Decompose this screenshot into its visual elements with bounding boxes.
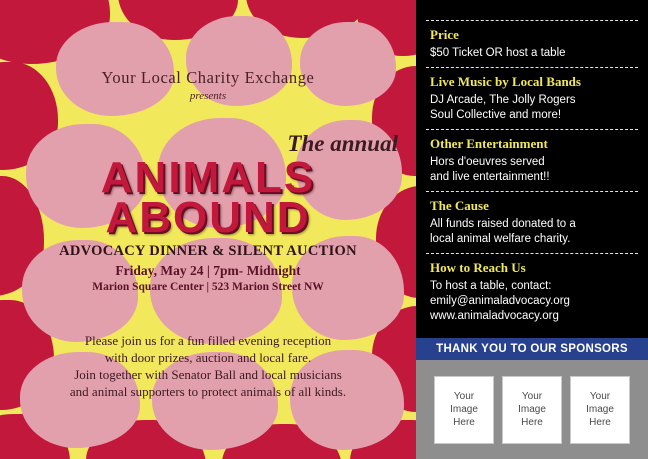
section-heading: Price: [430, 27, 459, 42]
section-line: DJ Arcade, The Jolly Rogers: [430, 94, 576, 106]
annual-label: The annual: [287, 131, 398, 156]
section-line: Hors d'oeuvres served: [430, 156, 545, 168]
sponsor-image-placeholder[interactable]: [434, 376, 494, 444]
detail-section-the-cause: [416, 198, 648, 247]
placeholder-line: Your: [453, 391, 475, 402]
section-line: All funds raised donated to a: [430, 218, 576, 230]
event-datetime: Friday, May 24 | 7pm- Midnight: [115, 263, 301, 278]
detail-section-how-to-reach-us: [416, 260, 648, 324]
section-line: Soul Collective and more!: [430, 109, 562, 121]
divider: [426, 191, 638, 192]
description-line: with door prizes, auction and local fare.: [104, 350, 312, 365]
section-body: [430, 155, 634, 185]
event-description: [20, 332, 396, 400]
section-line: $50 Ticket OR host a table: [430, 47, 566, 59]
placeholder-line: Your: [589, 391, 611, 402]
divider: [426, 20, 638, 21]
divider: [426, 129, 638, 130]
placeholder-line: Image: [586, 404, 614, 415]
section-body: [430, 93, 634, 123]
section-body: [430, 217, 634, 247]
description-line: and animal supporters to protect animals of all kinds.: [69, 384, 347, 399]
contact-website[interactable]: www.animaladvocacy.org: [430, 310, 559, 322]
detail-section-price: [416, 27, 648, 61]
event-title-line-2: ABOUND: [105, 193, 311, 242]
section-line: and live entertainment!!: [430, 171, 550, 183]
detail-section-other-entertainment: [416, 136, 648, 185]
section-heading: How to Reach Us: [430, 260, 526, 275]
section-body: [430, 46, 634, 61]
contact-email[interactable]: emily@animaladvocacy.org: [430, 295, 570, 307]
divider: [426, 253, 638, 254]
description-line: Please join us for a fun filled evening reception: [84, 333, 332, 348]
placeholder-line: Here: [453, 417, 475, 428]
placeholder-line: Here: [521, 417, 543, 428]
sponsor-logo-area: [416, 360, 648, 459]
details-list: [416, 0, 648, 324]
sponsor-image-placeholder[interactable]: [570, 376, 630, 444]
event-subtitle: ADVOCACY DINNER & SILENT AUCTION: [59, 243, 357, 259]
presents-label: presents: [189, 90, 227, 102]
section-heading: Live Music by Local Bands: [430, 74, 581, 89]
divider: [426, 67, 638, 68]
invitation-details-panel: [416, 0, 648, 459]
section-heading: The Cause: [430, 198, 489, 213]
placeholder-line: Here: [589, 417, 611, 428]
event-title-line-1: ANIMALS: [100, 153, 316, 202]
placeholder-line: Image: [450, 404, 478, 415]
description-line: Join together with Senator Ball and local musicians: [74, 367, 342, 382]
sponsors-banner: THANK YOU TO OUR SPONSORS: [416, 338, 648, 360]
section-line: To host a table, contact:: [430, 280, 552, 292]
sponsor-image-placeholder[interactable]: [502, 376, 562, 444]
section-heading: Other Entertainment: [430, 136, 548, 151]
organization-name: Your Local Charity Exchange: [101, 68, 315, 87]
placeholder-line: Image: [518, 404, 546, 415]
section-body: [430, 279, 634, 324]
section-line: local animal welfare charity.: [430, 233, 571, 245]
placeholder-line: Your: [521, 391, 543, 402]
event-venue: Marion Square Center | 523 Marion Street NW: [92, 281, 324, 293]
detail-section-live-music: [416, 74, 648, 123]
